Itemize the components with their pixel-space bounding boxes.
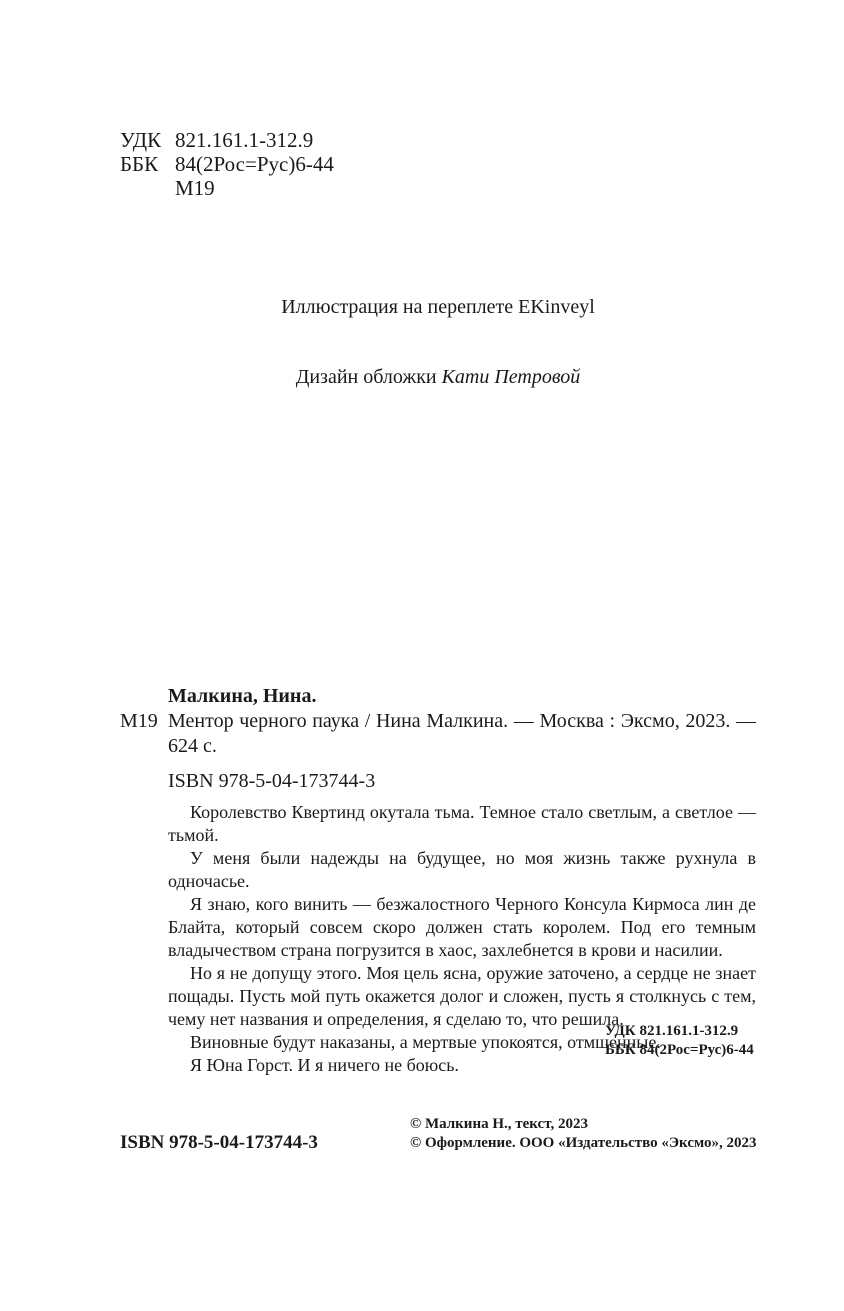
annotation-paragraph: Я знаю, кого винить — безжалостного Черного Консула Кирмоса лин де Блайта, который совсем скоро должен стать королем. Под его темным владычеством страна погрузится в хаос, захлебнется в крови и насилии. — [168, 894, 756, 960]
udk-label: УДК — [120, 128, 162, 152]
udk-value: 821.161.1-312.9 — [175, 128, 314, 152]
author-mark-label — [120, 176, 175, 200]
designer-name: Кати Петровой — [441, 366, 581, 388]
udk-row — [120, 128, 334, 152]
illustration-credit: Иллюстрация на переплете EKinveyl — [281, 296, 595, 318]
bbk-label: ББК — [120, 152, 159, 176]
annotation-paragraph: У меня были надежды на будущее, но моя жизнь также рухнула в одночасье. — [168, 848, 756, 891]
bib-text: Ментор черного паука / Нина Малкина. — Москва : Эксмо, 2023. — 624 с. — [168, 710, 756, 757]
author-mark-value: М19 — [175, 176, 215, 200]
entry-isbn: ISBN 978-5-04-173744-3 — [168, 770, 376, 792]
copyright-design-line: © Оформление. ООО «Издательство «Эксмо», 2023 — [410, 1135, 757, 1151]
annotation-paragraph: Но я не допущу этого. Моя цель ясна, оружие заточено, а сердце не знает пощады. Пусть мой путь окажется долог и сложен, пусть я столкнусь с тем, чему нет названия и определения, я сделаю то, что решила. — [168, 963, 756, 1029]
copyright-text-line: © Малкина Н., текст, 2023 — [410, 1116, 588, 1132]
annotation-paragraph: Я Юна Горст. И я ничего не боюсь. — [190, 1055, 459, 1075]
classification-codes — [120, 128, 334, 200]
copyright-block — [410, 1115, 757, 1153]
design-credit-prefix: Дизайн обложки — [295, 366, 442, 388]
author-mark-row — [120, 176, 334, 200]
isbn-bottom: ISBN 978-5-04-173744-3 — [120, 1132, 318, 1153]
annotation-paragraph: Королевство Квертинд окутала тьма. Темное стало светлым, а светлое — тьмой. — [168, 802, 756, 845]
author-heading: Малкина, Нина. — [168, 685, 317, 707]
annotation-paragraph: Виновные будут наказаны, а мертвые упокоятся, отмщенные. — [190, 1032, 661, 1052]
small-bbk: ББК 84(2Рос=Рус)6-44 — [605, 1042, 754, 1058]
bibliographic-entry — [120, 684, 756, 794]
small-udk: УДК 821.161.1-312.9 — [605, 1023, 739, 1039]
bib-author-mark: М19 — [120, 710, 158, 732]
small-classification-codes — [605, 1022, 754, 1060]
design-credit — [0, 366, 844, 389]
bib-description — [120, 709, 756, 759]
bbk-row — [120, 152, 334, 176]
bbk-value: 84(2Рос=Рус)6-44 — [175, 152, 334, 176]
